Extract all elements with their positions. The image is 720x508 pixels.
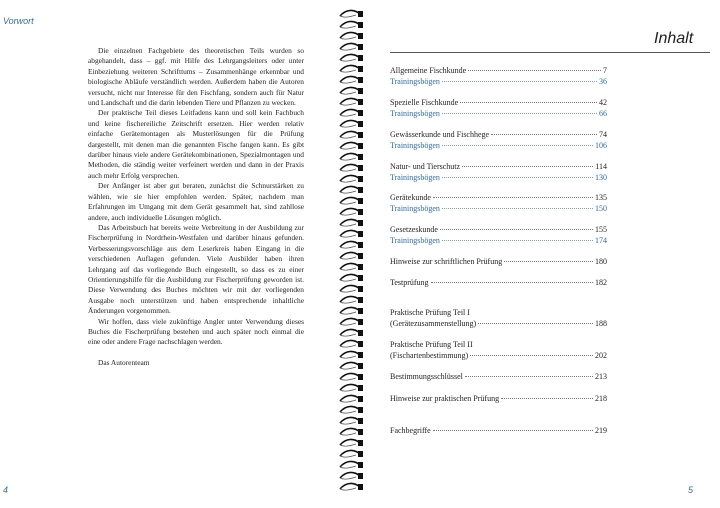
toc-entry-label: Trainingsbögen (390, 236, 440, 245)
spiral-ring (340, 351, 363, 358)
toc-entry-label: Hinweise zur schriftlichen Prüfung (390, 257, 503, 266)
toc-entry-page: 7 (603, 66, 607, 75)
spiral-ring (340, 120, 363, 127)
toc-entry-page: 74 (599, 130, 607, 139)
page-number-left: 4 (3, 485, 9, 495)
spiral-ring (340, 208, 363, 215)
spiral-ring (340, 439, 363, 446)
toc-entry[interactable] (390, 426, 607, 438)
toc-entry-label: Praktische Prüfung Teil I (390, 308, 470, 317)
toc-leader-dots (433, 430, 593, 431)
toc-leader-dots (491, 134, 597, 135)
spiral-ring (340, 87, 363, 94)
toc-entry-training[interactable] (390, 204, 607, 216)
toc-entry[interactable] (390, 372, 607, 384)
toc-leader-dots (470, 355, 593, 356)
spiral-ring (340, 98, 363, 105)
spiral-ring (340, 197, 363, 204)
toc-entry-page: 36 (599, 77, 607, 86)
spiral-ring (340, 32, 363, 39)
toc-leader-dots (478, 323, 593, 324)
right-page (372, 0, 720, 508)
title-rule (390, 52, 710, 53)
toc-entry-training[interactable] (390, 141, 607, 153)
spiral-ring (340, 21, 363, 28)
spiral-ring (340, 219, 363, 226)
toc-leader-dots (442, 177, 593, 178)
toc-entry-label: Gewässerkunde und Fischhege (390, 130, 490, 139)
toc-entry-page: 130 (595, 173, 607, 182)
spiral-ring (340, 406, 363, 413)
spiral-ring (340, 329, 363, 336)
toc-leader-dots (468, 70, 601, 71)
toc-entry-page: 106 (595, 141, 607, 150)
spiral-ring (340, 362, 363, 369)
spiral-ring (340, 186, 363, 193)
toc-entry-label: Gerätekunde (390, 193, 431, 202)
spiral-ring (340, 76, 363, 83)
spiral-ring (340, 384, 363, 391)
toc-entry-page: 219 (595, 426, 607, 435)
toc-entry-label: (Gerätezusammenstellung) (390, 319, 477, 328)
spiral-ring (340, 142, 363, 149)
toc-entry-page: 42 (599, 98, 607, 107)
toc-entry-label: Testprüfung (390, 278, 429, 287)
toc-leader-dots (442, 240, 593, 241)
toc-entry-page: 174 (595, 236, 607, 245)
toc-entry-label: Trainingsbögen (390, 141, 440, 150)
toc-entry-page: 66 (599, 109, 607, 118)
toc-entry-page: 114 (595, 162, 607, 171)
section-label: Vorwort (3, 16, 34, 26)
spiral-ring (340, 483, 363, 490)
toc-entry[interactable] (390, 278, 607, 290)
spiral-binding (338, 8, 372, 498)
toc-leader-dots (442, 113, 597, 114)
spiral-ring (340, 175, 363, 182)
spiral-ring (340, 395, 363, 402)
toc-leader-dots (433, 197, 593, 198)
toc-entry-label: Gesetzeskunde (390, 225, 438, 234)
toc-entry-page: 150 (595, 204, 607, 213)
toc-entry-page: 155 (595, 225, 607, 234)
spiral-ring (340, 131, 363, 138)
toc-entry-page: 135 (595, 193, 607, 202)
toc-entry-page: 180 (595, 257, 607, 266)
preface-signature: Das Autorenteam (98, 357, 150, 367)
spiral-ring (340, 373, 363, 380)
toc-leader-dots (460, 102, 597, 103)
toc-entry-label: Trainingsbögen (390, 204, 440, 213)
spiral-ring (340, 65, 363, 72)
spiral-ring (340, 472, 363, 479)
toc-entry-training[interactable] (390, 77, 607, 89)
preface-paragraph: Das Arbeitsbuch hat bereits weite Verbreitung in der Ausbildung zur Fischerprüfung in Nordrhein-Westfalen und darüber hinaus gefunden. Verbesserungsvorschläge aus dem Leserkreis haben Eingang in die verschiedenen Auflagen gefunden. Viele Ausbilder haben ihren Lehrgang auf das vorliegende Buch eingestellt, so dass es zu einer Orientierungshilfe für die Ausbildung zur Fischerprüfung geworden ist. Diese Verwendung des Buches möchten wir mit der vorliegenden Ausgabe noch unterstützen und haben entsprechende inhaltliche Änderungen vorgenommen. (88, 222, 304, 316)
preface-paragraph: Die einzelnen Fachgebiete des theoretischen Teils wurden so abgehandelt, dass – ggf. mit Hilfe des Lehrgangsleiters oder unter Einbeziehung weiteren Schrifttums – Zusammenhänge erkennbar und biologische Abläufe verständlich werden. Außerdem haben die Autoren versucht, nicht nur Interesse für den Fischfang, sondern auch für Natur und Landschaft und die darin lebenden Tiere und Pflanzen zu wecken. (88, 46, 304, 108)
spiral-ring (340, 461, 363, 468)
toc-title: Inhalt (654, 30, 694, 47)
preface-paragraph: Der praktische Teil dieses Leitfadens kann und soll kein Fachbuch und keine fischereiliche Zeitschrift ersetzen. Hier werden relativ einfache Gerätemontagen als Musterlösungen für die Prüfung dargestellt, mit denen man die genannten Fische fangen kann. Es gibt darüber hinaus viele andere Gerätekombinationen, Spezialmontagen und Methoden, die ständig weiter verfeinert werden und dann in der Praxis auch mehr Erfolg versprechen. (88, 108, 304, 180)
toc-entry-label: (Fischartenbestimmung) (390, 351, 469, 360)
toc-leader-dots (462, 166, 593, 167)
toc-leader-dots (431, 282, 593, 283)
spiral-ring (340, 318, 363, 325)
spiral-ring (340, 241, 363, 248)
spiral-ring (340, 428, 363, 435)
toc-leader-dots (465, 376, 593, 377)
spiral-ring (340, 43, 363, 50)
toc-entry-label: Allgemeine Fischkunde (390, 66, 467, 75)
page-number-right: 5 (688, 485, 694, 495)
preface-text (88, 46, 304, 368)
spiral-ring (340, 10, 363, 17)
spiral-ring (340, 285, 363, 292)
toc-entry-page: 213 (595, 372, 607, 381)
toc-entry-training[interactable] (390, 173, 607, 185)
toc-leader-dots (442, 145, 593, 146)
toc-entry[interactable] (390, 351, 607, 363)
toc-entry-page: 218 (595, 394, 607, 403)
toc-entry-label: Praktische Prüfung Teil II (390, 340, 473, 349)
spiral-ring (340, 164, 363, 171)
toc-entry-label: Trainingsbögen (390, 109, 440, 118)
left-page (0, 0, 336, 508)
spiral-ring (340, 54, 363, 61)
spiral-ring (340, 296, 363, 303)
spiral-ring (340, 450, 363, 457)
spiral-ring (340, 263, 363, 270)
toc-entry-label: Fachbegriffe (390, 426, 431, 435)
spiral-ring (340, 417, 363, 424)
spiral-ring (340, 230, 363, 237)
toc-leader-dots (442, 208, 593, 209)
toc-leader-dots (501, 398, 593, 399)
toc-entry-page: 202 (595, 351, 607, 360)
toc-entry-label: Trainingsbögen (390, 173, 440, 182)
toc-leader-dots (440, 229, 593, 230)
spiral-ring (340, 307, 363, 314)
toc-entry-label: Natur- und Tierschutz (390, 162, 461, 171)
spiral-ring (340, 252, 363, 259)
spiral-ring (340, 153, 363, 160)
toc-entry-page: 182 (595, 278, 607, 287)
preface-paragraph: Der Anfänger ist aber gut beraten, zunächst die Schnurstärken zu wählen, wie sie hier empfohlen werden. Später, nachdem man Erfahrungen im Umgang mit dem Gerät gesammelt hat, sind zahllose andere, auch individuelle Lösungen möglich. (88, 181, 304, 222)
toc-entry-label: Trainingsbögen (390, 77, 440, 86)
toc-entry[interactable] (390, 394, 607, 406)
toc-entry-label: Spezielle Fischkunde (390, 98, 459, 107)
toc-entry[interactable] (390, 319, 607, 331)
toc-entry-page: 188 (595, 319, 607, 328)
toc-entry-training[interactable] (390, 236, 607, 248)
spiral-ring (340, 274, 363, 281)
toc-leader-dots (504, 261, 593, 262)
preface-paragraph: Wir hoffen, dass viele zukünftige Angler unter Verwendung dieses Buches die Fischerprüfung bestehen und auch später noch einmal die eine oder andere Frage nachschlagen werden. (88, 316, 304, 347)
spiral-ring (340, 340, 363, 347)
toc-entry-training[interactable] (390, 109, 607, 121)
spiral-ring (340, 109, 363, 116)
toc-entry-label: Bestimmungsschlüssel (390, 372, 463, 381)
toc-entry[interactable] (390, 257, 607, 269)
toc-entry-label: Hinweise zur praktischen Prüfung (390, 394, 500, 403)
toc-leader-dots (442, 81, 597, 82)
